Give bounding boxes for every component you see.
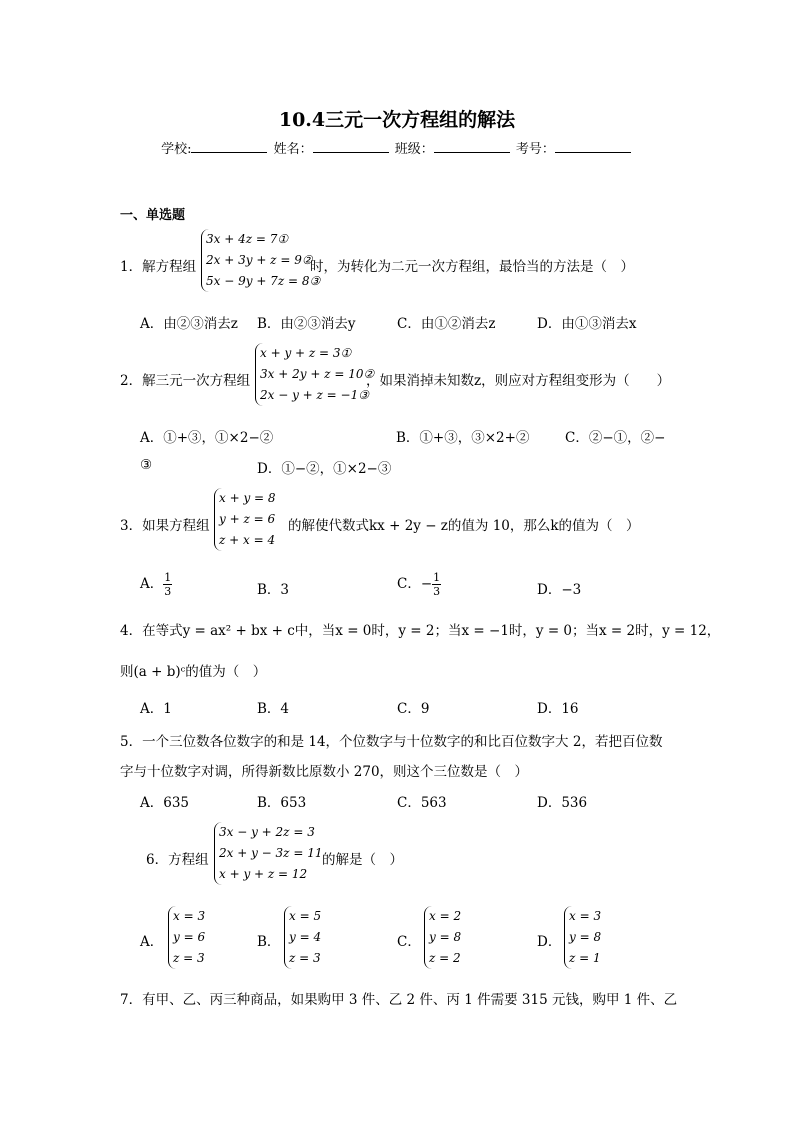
q1-option-c[interactable]: C．由①②消去z xyxy=(397,316,496,332)
q2-equation-system xyxy=(255,343,374,406)
q2-eq3: 2x − y + z = −1③ xyxy=(260,388,370,402)
q6-d-x: x = 3 xyxy=(569,909,602,923)
q4-stem-line2: 则(a + b)ᶜ的值为（ ） xyxy=(120,664,267,680)
q1-option-a[interactable]: A．由②③消去z xyxy=(140,316,238,332)
q6-b-z: z = 3 xyxy=(289,951,321,965)
q7-stem-line1: 7．有甲、乙、丙三种商品，如果购甲 3 件、乙 2 件、丙 1 件需要 315 元钱，购甲 1 件、乙 xyxy=(120,992,678,1008)
q1-prefix: 1．解方程组 xyxy=(120,259,197,275)
q6-c-z: z = 2 xyxy=(429,951,461,965)
class-blank[interactable] xyxy=(434,140,510,153)
q5-stem-line2: 字与十位数字对调，所得新数比原数小 270，则这个三位数是（ ） xyxy=(120,764,529,780)
q6-option-b-label[interactable]: B． xyxy=(257,934,281,950)
q4-option-a[interactable]: A．1 xyxy=(140,701,172,717)
q6-option-d-label[interactable]: D． xyxy=(537,934,562,950)
school-blank[interactable] xyxy=(191,140,267,153)
q3-option-c-fraction: $\frac{1}{3}$ xyxy=(433,571,441,598)
q4-stem-line1: 4．在等式y = ax² + bx + c中，当x = 0时，y = 2；当x = −1时，y = 0；当x = 2时，y = 12， xyxy=(120,623,721,639)
q2-prefix: 2．解三元一次方程组 xyxy=(120,373,251,389)
q6-c-y: y = 8 xyxy=(429,930,462,944)
name-blank[interactable] xyxy=(313,140,389,153)
class-label: 班级： xyxy=(394,142,434,157)
q2-eq1: x + y + z = 3① xyxy=(260,346,352,360)
q6-a-z: z = 3 xyxy=(173,951,205,965)
q6-a-x: x = 3 xyxy=(173,909,206,923)
number-blank[interactable] xyxy=(555,140,631,153)
q2-option-d[interactable]: D．①−②，①×2−③ xyxy=(257,461,392,477)
q2-stem: ，如果消掉未知数z，则应对方程组变形为（ ） xyxy=(366,373,671,389)
q6-option-a-system[interactable] xyxy=(168,906,205,969)
name-label: 姓名： xyxy=(273,142,313,157)
q1-option-b[interactable]: B．由②③消去y xyxy=(257,316,356,332)
q2-option-b[interactable]: B．①+③，③×2+② xyxy=(396,430,530,446)
q5-option-c[interactable]: C．563 xyxy=(397,795,447,811)
q3-option-d[interactable]: D．−3 xyxy=(537,582,582,598)
q3-option-c-label: C．− xyxy=(397,576,433,592)
q5-option-b[interactable]: B．653 xyxy=(257,795,307,811)
q5-stem-line1: 5．一个三位数各位数字的和是 14，个位数字与十位数字的和比百位数字大 2，若把百位数 xyxy=(120,734,663,750)
q3-eq1: x + y = 8 xyxy=(219,491,276,505)
q6-option-d-system[interactable] xyxy=(564,906,601,969)
q3-equation-system xyxy=(214,488,276,551)
q3-option-b[interactable]: B．3 xyxy=(257,582,290,598)
q5-option-d[interactable]: D．536 xyxy=(537,795,588,811)
q6-eq3: x + y + z = 12 xyxy=(219,867,308,881)
q3-option-a-fraction: $\frac{1}{3}$ xyxy=(164,571,172,598)
q4-option-d[interactable]: D．16 xyxy=(537,701,579,717)
q6-eq1: 3x − y + 2z = 3 xyxy=(219,825,315,839)
q4-option-c[interactable]: C．9 xyxy=(397,701,430,717)
q1-option-d[interactable]: D．由①③消去x xyxy=(537,316,637,332)
school-label: 学校: xyxy=(161,142,192,157)
q6-stem: 的解是（ ） xyxy=(322,852,403,868)
q1-equation-system xyxy=(201,229,320,292)
q6-d-y: y = 8 xyxy=(569,930,602,944)
q3-option-a-label: A． xyxy=(140,576,164,592)
q1-eq3: 5x − 9y + 7z = 8③ xyxy=(206,274,321,288)
q2-eq2: 3x + 2y + z = 10② xyxy=(260,367,375,381)
q3-prefix: 3．如果方程组 xyxy=(120,518,210,534)
q2-option-a[interactable]: A．①+③，①×2−② xyxy=(140,430,274,446)
q1-eq2: 2x + 3y + z = 9② xyxy=(206,253,313,267)
q3-eq3: z + x = 4 xyxy=(219,533,276,547)
q6-b-y: y = 4 xyxy=(289,930,322,944)
q2-option-c[interactable]: C．②−①，②− xyxy=(565,430,666,446)
q6-d-z: z = 1 xyxy=(569,951,601,965)
q5-option-a[interactable]: A．635 xyxy=(140,795,190,811)
q6-a-y: y = 6 xyxy=(173,930,206,944)
q3-eq2: y + z = 6 xyxy=(219,512,276,526)
q6-option-b-system[interactable] xyxy=(284,906,321,969)
page-title: 10.4三元一次方程组的解法 xyxy=(278,109,516,131)
q6-option-c-label[interactable]: C． xyxy=(397,934,421,950)
section-heading: 一、单选题 xyxy=(120,208,186,223)
student-info-line xyxy=(0,138,794,157)
q6-c-x: x = 2 xyxy=(429,909,462,923)
q1-eq1: 3x + 4z = 7① xyxy=(206,232,289,246)
q3-stem: 的解使代数式kx + 2y − z的值为 10，那么k的值为（ ） xyxy=(288,518,640,534)
q6-prefix: 6．方程组 xyxy=(146,852,209,868)
number-label: 考号： xyxy=(515,142,555,157)
q3-option-a[interactable] xyxy=(140,571,172,598)
q6-eq2: 2x + y − 3z = 11 xyxy=(219,846,323,860)
q6-equation-system xyxy=(214,822,322,885)
q1-stem: 时，为转化为二元一次方程组，最恰当的方法是（ ） xyxy=(310,259,634,275)
q3-option-c[interactable] xyxy=(397,571,441,598)
q6-option-a-label[interactable]: A． xyxy=(140,934,164,950)
q6-b-x: x = 5 xyxy=(289,909,322,923)
q6-option-c-system[interactable] xyxy=(424,906,461,969)
q4-option-b[interactable]: B．4 xyxy=(257,701,290,717)
q2-option-c-continued: ③ xyxy=(140,457,153,473)
